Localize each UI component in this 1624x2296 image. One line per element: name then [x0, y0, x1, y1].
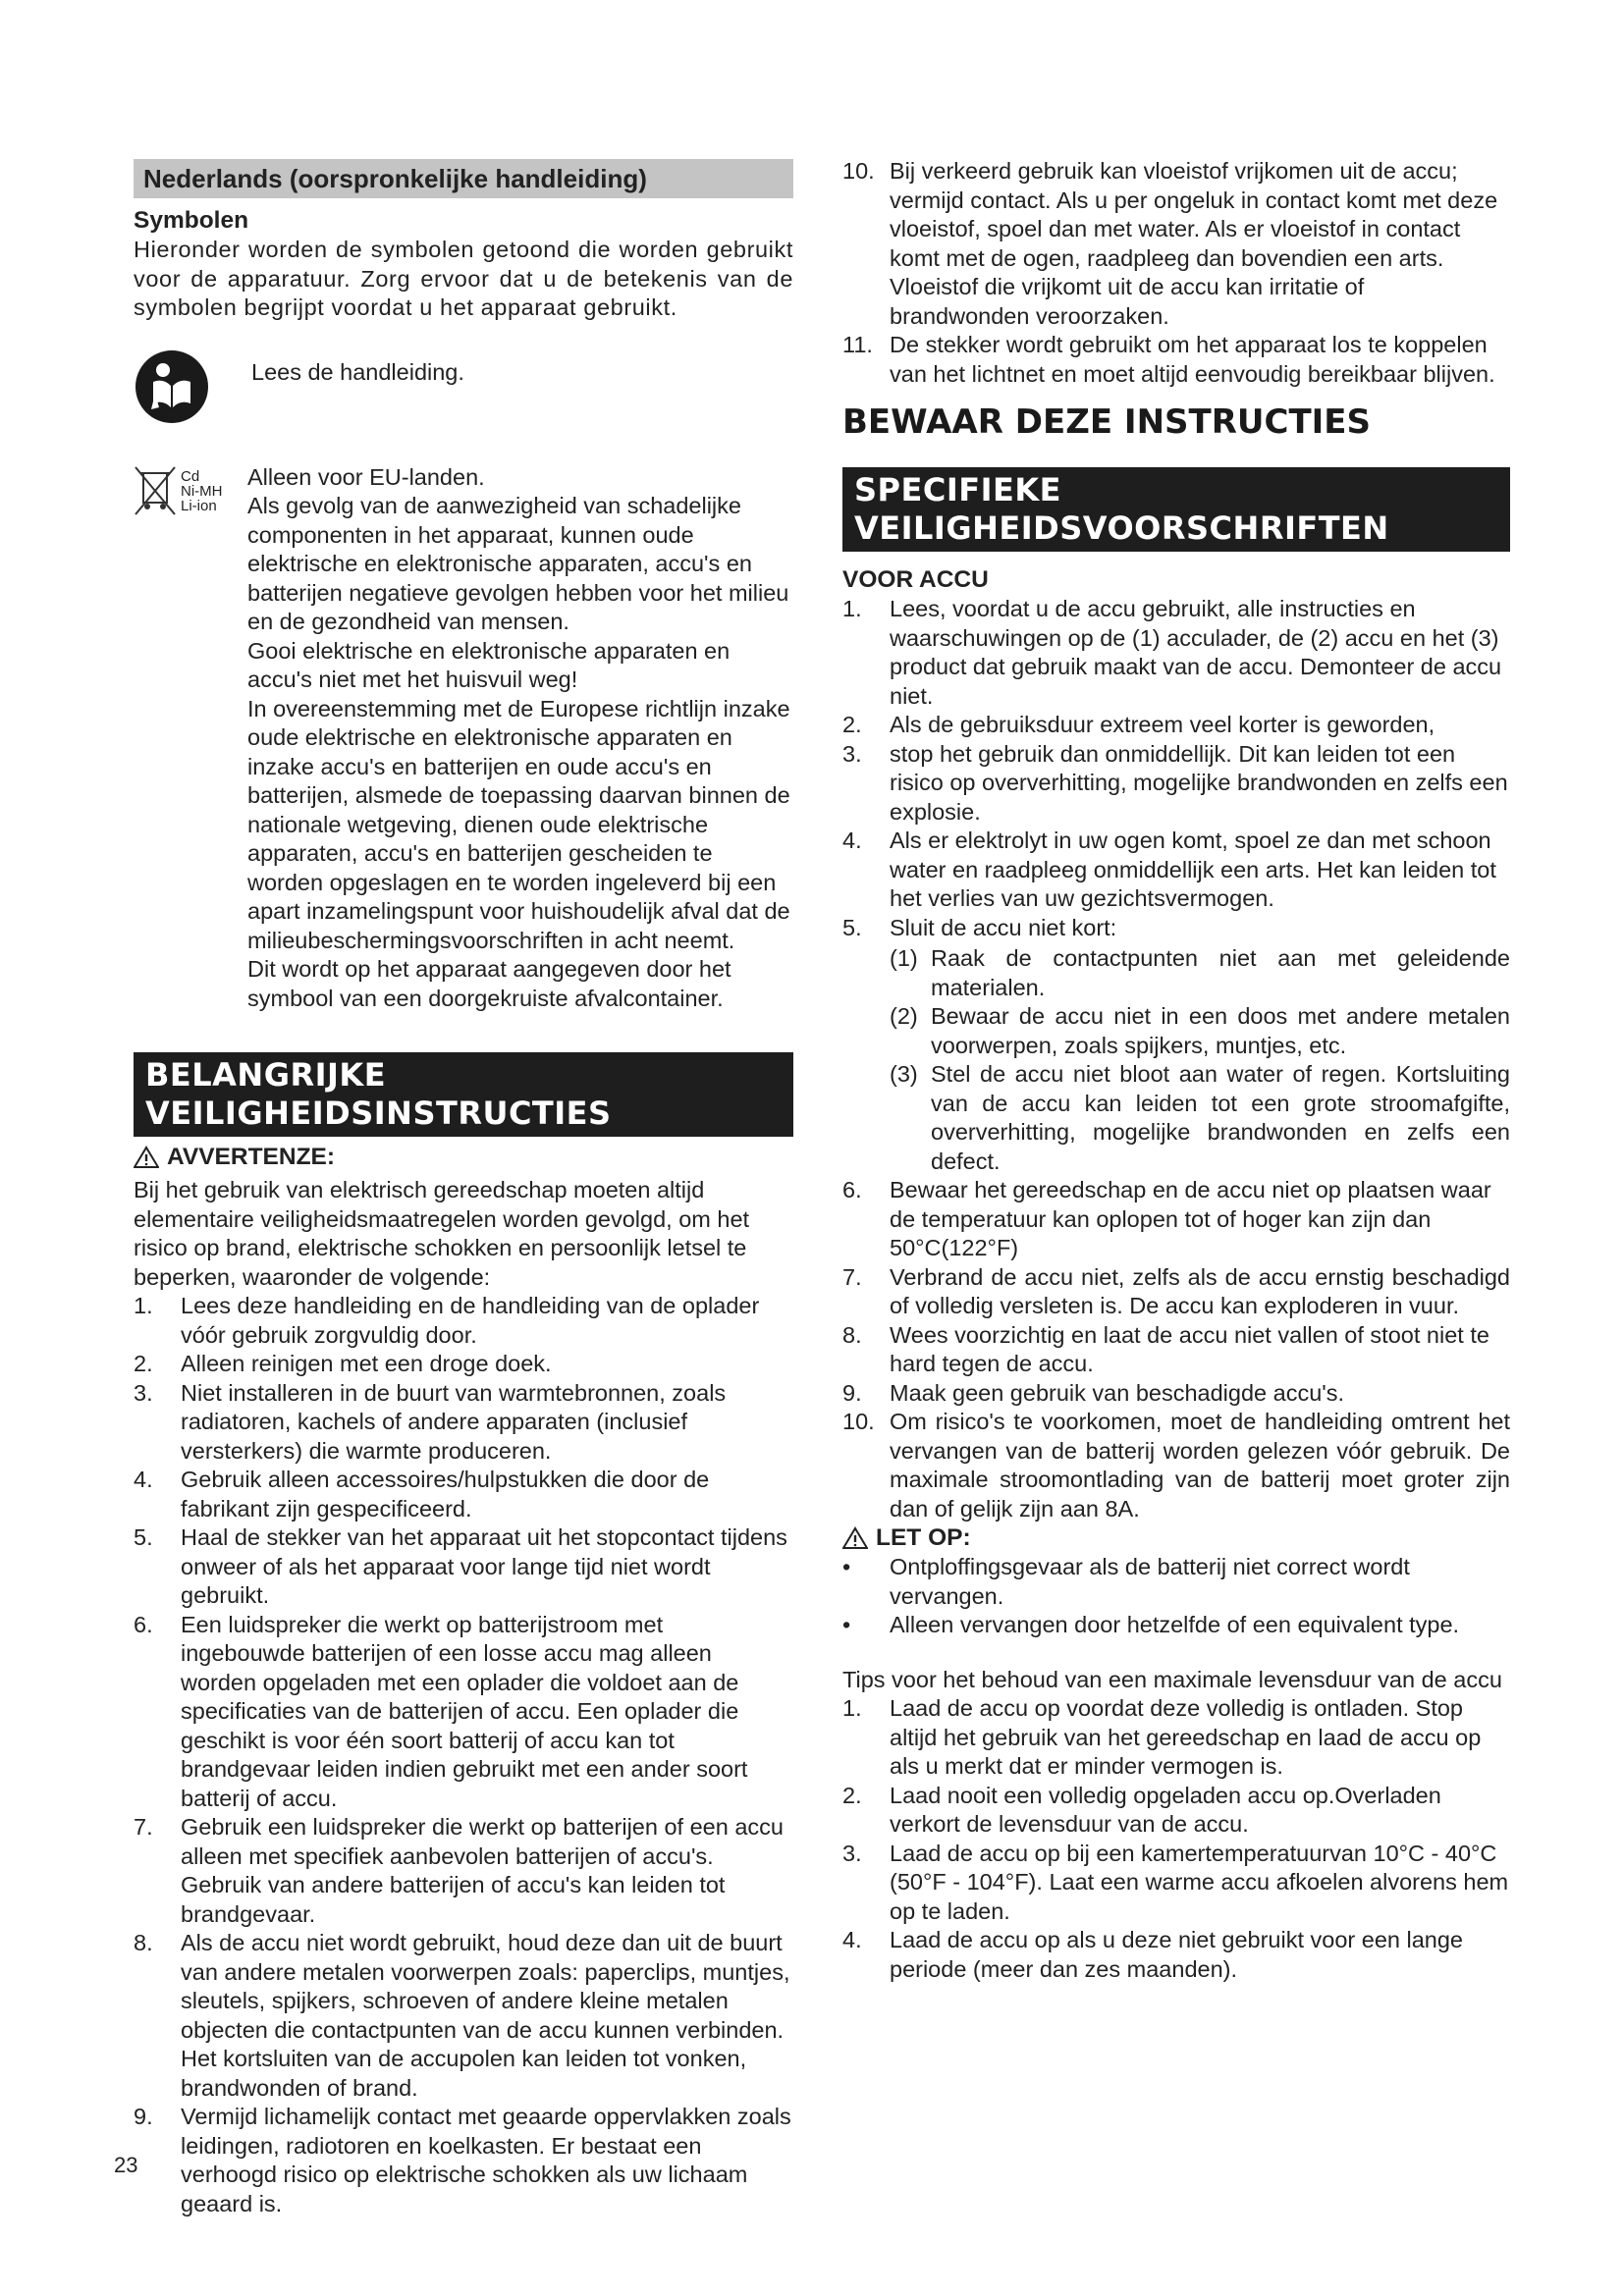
item-text: Haal de stekker van het apparaat uit het stopcontact tijdens onweer of als het apparaat voor lange tijd niet wordt gebruikt.: [181, 1524, 787, 1608]
bullet-text: Alleen vervangen door hetzelfde of een equivalent type.: [890, 1612, 1460, 1637]
item-text: Als de accu niet wordt gebruikt, houd deze dan uit de buurt van andere metalen voorwerpen zoals: paperclips, muntjes, sleutels, spijkers, schroeven of andere kleine metalen objecten die contactpunten van de accu kunnen verbinden. Het kortsluiten van de accupolen kan leiden tot vonken, brandwonden of brand.: [181, 1930, 790, 2101]
page-number: 23: [114, 2153, 138, 2177]
item-number: 4.: [842, 1927, 862, 1952]
weee-row: [134, 463, 793, 1014]
list-item: [842, 1176, 1510, 1263]
warning-triangle-icon: [842, 1526, 868, 1550]
item-number: 9.: [134, 2104, 153, 2129]
list-item: [890, 1060, 1510, 1176]
left-column: [134, 159, 793, 2218]
specific-banner-line2: VEILIGHEIDSVOORSCHRIFTEN: [854, 509, 1389, 547]
item-text: Raak de contactpunten niet aan met geleidende materialen.: [931, 945, 1510, 1000]
list-item: [842, 740, 1510, 828]
list-item: [842, 1782, 1510, 1840]
list-item: [842, 1694, 1510, 1782]
list-item: [134, 1466, 793, 1523]
eu-paragraph: Als gevolg van de aanwezigheid van schadelijke componenten in het apparaat, kunnen oude elektrische en elektronische apparaten, accu's en batterijen negatieve gevolgen hebben voor het milieu en de gezondheid van mensen.: [247, 493, 789, 634]
item-text: Wees voorzichtig en laat de accu niet vallen of stoot niet te hard tegen de accu.: [890, 1321, 1489, 1376]
item-text: Alleen reinigen met een droge doek.: [181, 1351, 552, 1376]
item-text: Lees, voordat u de accu gebruikt, alle instructies en waarschuwingen op de (1) acculader, de (2) accu en het (3) product dat gebruik maakt van de accu. Demonteer de accu niet.: [890, 596, 1502, 709]
item-text: Om risico's te voorkomen, moet de handleiding omtrent het vervangen van de batterij worden gelezen vóór gebruik. De maximale stroomontlading van de batterij moet groter zijn dan of gelijk zijn aan 8A.: [890, 1409, 1510, 1522]
item-text: Gebruik een luidspreker die werkt op batterijen of een accu alleen met specifiek aanbevolen batterijen of accu's. Gebruik van andere batterijen of accu's kan leiden tot brandgevaar.: [181, 1814, 784, 1927]
item-text: Laad de accu op bij een kamertemperatuurvan 10°C - 40°C (50°F - 104°F). Laat een warme accu afkoelen alvorens hem op te laden.: [890, 1840, 1509, 1924]
warning-label: AVVERTENZE:: [167, 1144, 336, 1170]
list-item: [134, 1350, 793, 1379]
item-number: 8.: [134, 1930, 153, 1955]
list-item: [134, 1813, 793, 1929]
item-number: 7.: [134, 1814, 153, 1840]
item-number: 6.: [134, 1611, 153, 1637]
safety-banner-line2: VEILIGHEIDSINSTRUCTIES: [145, 1095, 612, 1132]
tips-intro: Tips voor het behoud van een maximale levensduur van de accu: [842, 1666, 1502, 1692]
item-number: 3.: [134, 1379, 153, 1406]
item-number: 4.: [134, 1467, 153, 1492]
short-circuit-list: [890, 944, 1510, 1176]
item-text: Gebruik alleen accessoires/hulpstukken die door de fabrikant zijn gespecificeerd.: [181, 1467, 710, 1522]
list-item: [134, 1379, 793, 1467]
weee-symbol: [134, 463, 251, 518]
list-item: [134, 1292, 793, 1350]
list-item: [842, 1321, 1510, 1379]
item-number: 11.: [842, 332, 873, 357]
bullet-item: [842, 1611, 1510, 1640]
item-number: 5.: [842, 914, 862, 940]
list-item: [842, 595, 1510, 711]
list-item: [134, 1611, 793, 1814]
bullet-icon: •: [842, 1612, 851, 1637]
specific-safety-banner: [842, 467, 1510, 552]
caution-heading: [842, 1523, 1510, 1553]
battery-list-continued: [842, 1176, 1510, 1523]
item-number: 8.: [842, 1321, 862, 1348]
battery-list: [842, 595, 1510, 942]
item-number: (3): [890, 1061, 918, 1087]
symbols-intro: Hieronder worden de symbolen getoond die worden gebruikt voor de apparatuur. Zorg ervoor dat u de betekenis van de symbolen begrijpt voordat u het apparaat gebruikt.: [134, 237, 793, 320]
list-item: [842, 1926, 1510, 1984]
item-text: Sluit de accu niet kort:: [890, 914, 1117, 940]
list-item: [842, 827, 1510, 914]
read-manual-row: [134, 348, 793, 430]
item-text: Laad nooit een volledig opgeladen accu op.Overladen verkort de levensduur van de accu.: [890, 1782, 1441, 1837]
item-number: 2.: [842, 712, 862, 737]
specific-banner-line1: SPECIFIEKE: [854, 471, 1062, 508]
item-number: 1.: [842, 596, 862, 621]
bullet-text: Ontploffingsgevaar als de batterij niet correct wordt vervangen.: [890, 1554, 1410, 1609]
item-text: Niet installeren in de buurt van warmtebronnen, zoals radiatoren, kachels of andere apparaten (inclusief versterkers) die warmte produceren.: [181, 1379, 727, 1464]
list-item: [842, 711, 1510, 740]
battery-code-liion: Li-ion: [181, 497, 217, 514]
list-item: [890, 1002, 1510, 1060]
caution-label: LET OP:: [876, 1524, 971, 1551]
item-text: Bewaar het gereedschap en de accu niet op plaatsen waar de temperatuur kan oplopen tot of hoger kan zijn dan 50°C(122°F): [890, 1177, 1491, 1260]
symbols-heading: Symbolen: [134, 207, 249, 234]
list-item: [842, 1379, 1510, 1409]
item-text: Als er elektrolyt in uw ogen komt, spoel ze dan met schoon water en raadpleeg onmiddellijk een arts. Het kan leiden tot het verlies van uw gezichtsvermogen.: [890, 828, 1496, 911]
save-instructions-heading: BEWAAR DEZE INSTRUCTIES: [842, 402, 1372, 442]
item-number: 10.: [842, 1409, 875, 1434]
item-text: Lees deze handleiding en de handleiding van de oplader vóór gebruik zorgvuldig door.: [181, 1293, 760, 1348]
read-manual-text: Lees de handleiding.: [251, 358, 464, 385]
item-number: 6.: [842, 1177, 862, 1202]
read-manual-icon: [134, 348, 251, 430]
item-text: Bewaar de accu niet in een doos met andere metalen voorwerpen, zoals spijkers, muntjes, etc.: [931, 1003, 1510, 1058]
item-number: 9.: [842, 1379, 862, 1406]
warning-heading: [134, 1143, 793, 1172]
item-number: 3.: [842, 740, 862, 767]
item-text: Laad de accu op voordat deze volledig is ontladen. Stop altijd het gebruik van het gereedschap en laad de accu op als u merkt dat er minder vermogen is.: [890, 1695, 1482, 1779]
right-column: [842, 157, 1510, 1984]
eu-paragraph: In overeenstemming met de Europese richtlijn inzake oude elektrische en elektronische apparaten en inzake accu's en batterijen en oude accu's en batterijen, alsmede de toepassing daarvan binnen de nationale wetgeving, dienen oude elektrische apparaten, accu's en batterijen gescheiden te worden opgeslagen en te worden ingeleverd bij een apart inzamelingspunt voor huishoudelijk afval dat de milieubeschermingsvoorschriften in acht neemt.: [247, 695, 790, 953]
crossed-bin-icon: [134, 463, 177, 518]
item-text: Een luidspreker die werkt op batterijstroom met ingebouwde batterijen of een losse accu mag alleen worden opgeladen met een oplader die voldoet aan de specificaties van de batterijen of accu. Een oplader die geschikt is voor één soort batterij of accu kan tot brandgevaar leiden indien gebruikt met een ander soort batterij of accu.: [181, 1611, 748, 1811]
item-number: 5.: [134, 1524, 153, 1550]
list-item: [134, 2103, 793, 2218]
item-text: De stekker wordt gebruikt om het apparaat los te koppelen van het lichtnet en moet altijd eenvoudig bereikbaar blijven.: [890, 332, 1495, 387]
item-number: 2.: [134, 1351, 153, 1376]
item-number: 7.: [842, 1263, 862, 1290]
list-item: [890, 944, 1510, 1002]
safety-instructions-banner: [134, 1052, 793, 1137]
safety-list: [134, 1292, 793, 2218]
eu-paragraph: Alleen voor EU-landen.: [247, 463, 485, 490]
battery-codes: [181, 463, 223, 518]
item-number: 1.: [842, 1695, 862, 1721]
caution-list: [842, 1553, 1510, 1640]
item-text: Laad de accu op als u deze niet gebruikt voor een lange periode (meer dan zes maanden).: [890, 1927, 1464, 1982]
list-item: [842, 914, 1510, 943]
item-text: Bij verkeerd gebruik kan vloeistof vrijkomen uit de accu; vermijd contact. Als u per ongeluk in contact komt met deze vloeistof, spoel dan met water. Als er vloeistof in contact komt met de ogen, raadpleeg dan bovendien een arts. Vloeistof die vrijkomt uit de accu kan irritatie of brandwonden veroorzaken.: [890, 158, 1498, 329]
item-text: Vermijd lichamelijk contact met geaarde oppervlakken zoals leidingen, radiotoren en koelkasten. Er bestaat een verhoogd risico op elektrische schokken als uw lichaam geaard is.: [181, 2104, 791, 2216]
list-item: [134, 1929, 793, 2103]
list-item: [842, 1408, 1510, 1523]
item-number: 1.: [134, 1293, 153, 1318]
warning-intro: Bij het gebruik van elektrisch gereedschap moeten altijd elementaire veiligheidsmaatregelen worden gevolgd, om het risico op brand, elektrische schokken en persoonlijk letsel te beperken, waaronder de volgende:: [134, 1177, 750, 1290]
bullet-icon: •: [842, 1554, 851, 1579]
battery-code-cd: Cd: [181, 467, 200, 485]
battery-heading: VOOR ACCU: [842, 566, 989, 593]
item-number: 3.: [842, 1840, 862, 1866]
item-text: Maak geen gebruik van beschadigde accu's.: [890, 1379, 1345, 1406]
eu-paragraph: Dit wordt op het apparaat aangegeven door het symbool van een doorgekruiste afvalcontainer.: [247, 956, 731, 1011]
list-item: [842, 1840, 1510, 1927]
warning-triangle-icon: [134, 1146, 159, 1169]
item-text: Verbrand de accu niet, zelfs als de accu ernstig beschadigd of volledig versleten is. De accu kan exploderen in vuur.: [890, 1263, 1510, 1318]
bullet-item: [842, 1553, 1510, 1611]
eu-paragraph: Gooi elektrische en elektronische apparaten en accu's niet met het huisvuil weg!: [247, 637, 731, 692]
safety-list-continued: [842, 157, 1510, 389]
safety-banner-line1: BELANGRIJKE: [145, 1056, 387, 1094]
tips-list: [842, 1694, 1510, 1984]
list-item: [842, 157, 1510, 331]
item-number: (2): [890, 1003, 918, 1029]
item-number: 4.: [842, 828, 862, 853]
item-text: Als de gebruiksduur extreem veel korter is geworden,: [890, 712, 1435, 737]
list-item: [842, 1263, 1510, 1321]
list-item: [842, 331, 1510, 389]
list-item: [134, 1523, 793, 1611]
language-banner: Nederlands (oorspronkelijke handleiding): [134, 159, 793, 198]
item-number: (1): [890, 945, 918, 971]
item-number: 10.: [842, 158, 875, 184]
item-text: Stel de accu niet bloot aan water of regen. Kortsluiting van de accu kan leiden tot een grote stroomafgifte, oververhitting, mogelijke brandwonden en zelfs een defect.: [931, 1061, 1510, 1174]
battery-code-nimh: Ni-MH: [181, 482, 223, 500]
item-text: stop het gebruik dan onmiddellijk. Dit kan leiden tot een risico op oververhitting, mogelijke brandwonden en zelfs een explosie.: [890, 740, 1508, 825]
item-number: 2.: [842, 1782, 862, 1808]
